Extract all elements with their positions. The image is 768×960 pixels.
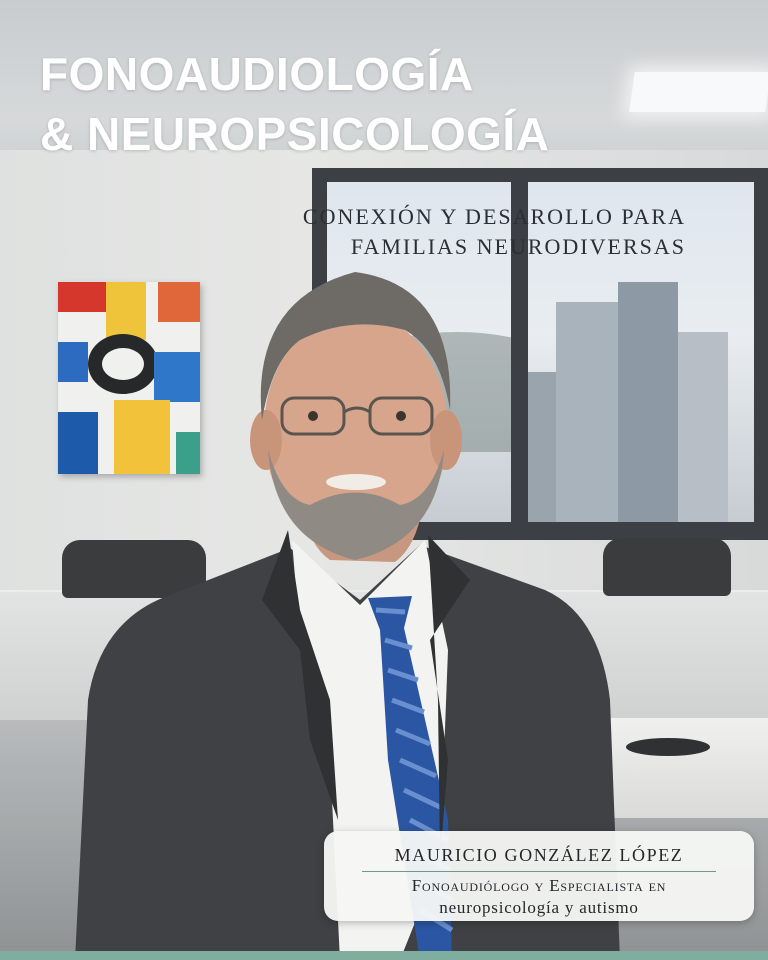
subtitle xyxy=(303,202,686,262)
left-ear xyxy=(250,410,282,470)
person-role-line-1: Fonoaudiólogo y Especialista en xyxy=(411,876,667,895)
subtitle-line-1: CONEXIÓN Y DESAROLLO PARA xyxy=(302,204,686,229)
name-card xyxy=(324,831,754,921)
right-ear xyxy=(430,410,462,470)
subtitle-line-2: FAMILIAS NEURODIVERSAS xyxy=(350,234,686,259)
person-role-line-2: neuropsicología y autismo xyxy=(439,898,639,917)
headline xyxy=(40,44,549,164)
headline-line-1: FONOAUDIOLOGÍA xyxy=(40,48,474,100)
bottom-accent-strip xyxy=(0,951,768,960)
person-name: MAURICIO GONZÁLEZ LÓPEZ xyxy=(394,845,684,865)
headline-line-2: & NEUROPSICOLOGÍA xyxy=(40,108,550,160)
mouth xyxy=(326,474,386,490)
card-divider xyxy=(362,871,716,872)
